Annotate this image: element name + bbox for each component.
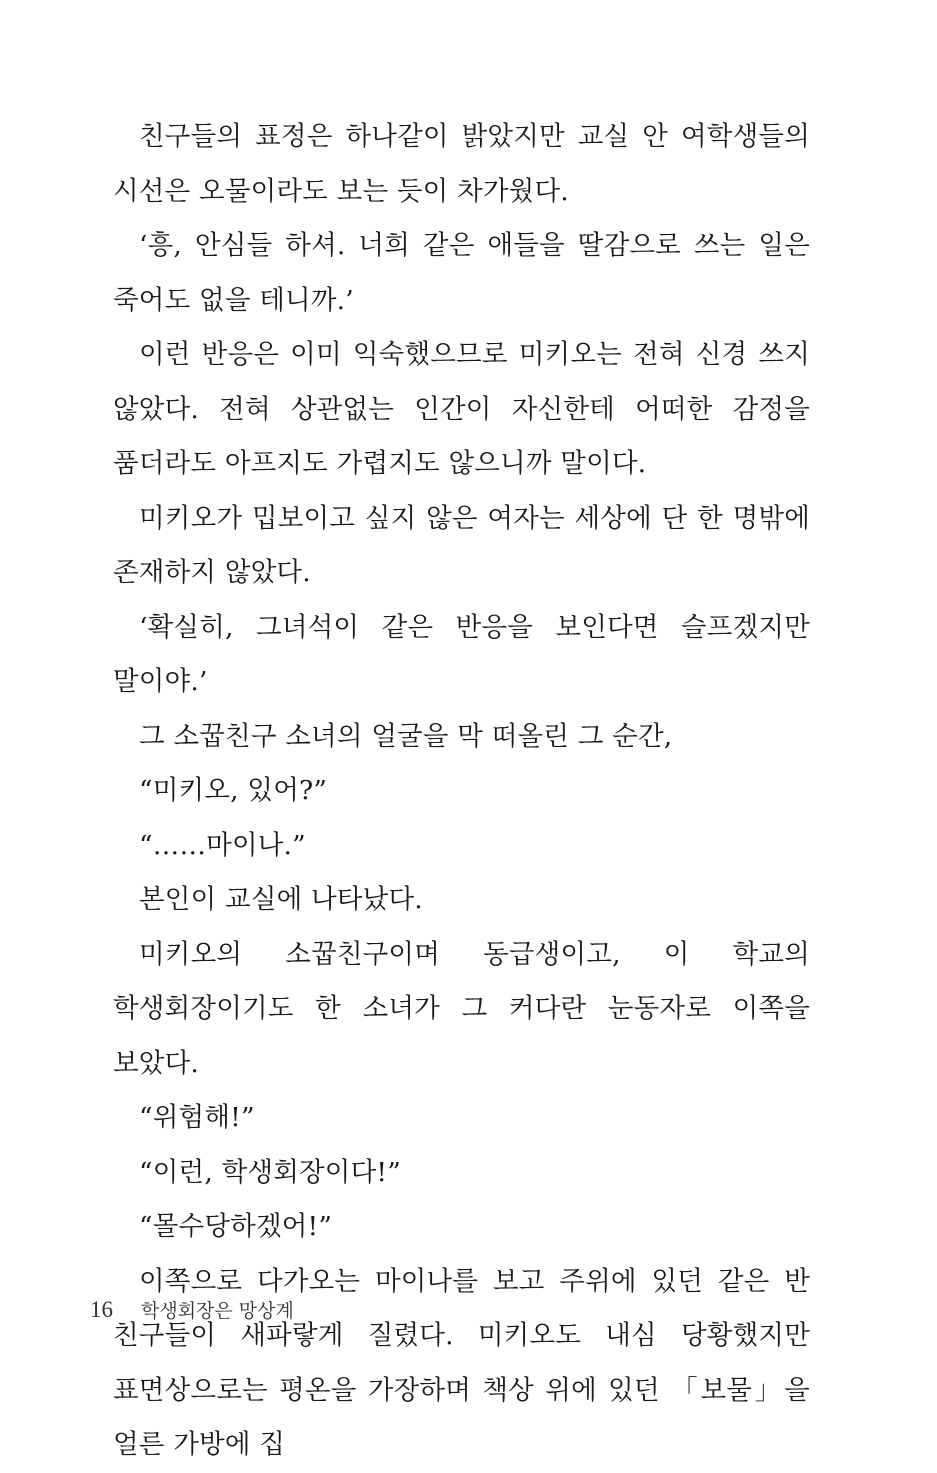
page-footer [90, 1296, 294, 1326]
paragraph: 미키오가 밉보이고 싶지 않은 여자는 세상에 단 한 명밖에 존재하지 않았다. [113, 502, 810, 588]
paragraph: ‘확실히, 그녀석이 같은 반응을 보인다면 슬프겠지만 말이야.’ [113, 611, 810, 697]
running-title: 학생회장은 망상계 [141, 1300, 294, 1322]
paragraph: 미키오의 소꿉친구이며 동급생이고, 이 학교의 학생회장이기도 한 소녀가 그 커다란 눈동자로 이쪽을 보았다. [113, 938, 810, 1079]
paragraph: 본인이 교실에 나타났다. [139, 884, 423, 915]
page-number: 16 [90, 1297, 113, 1322]
paragraph: 이쪽으로 다가오는 마이나를 보고 주위에 있던 같은 반 친구들이 새파랗게 질렸다. 미키오도 내심 당황했지만 표면상으로는 평온을 가장하며 책상 위에 있던 「보물」을 얼른 가방에 집 [113, 1265, 810, 1460]
paragraph: “이런, 학생회장이다!” [139, 1156, 401, 1188]
body-text [113, 110, 810, 1473]
paragraph: 친구들의 표정은 하나같이 밝았지만 교실 안 여학생들의 시선은 오물이라도 보는 듯이 차가웠다. [113, 121, 810, 207]
paragraph: “몰수당하겠어!” [139, 1211, 333, 1242]
paragraph: 그 소꿉친구 소녀의 얼굴을 막 떠올린 그 순간, [139, 720, 673, 752]
paragraph: “미키오, 있어?” [139, 775, 328, 806]
paragraph: “위험해!” [139, 1102, 255, 1133]
paragraph: “……마이나.” [139, 829, 306, 861]
paragraph: ‘흥, 안심들 하셔. 너희 같은 애들을 딸감으로 쓰는 일은 죽어도 없을 테니까.’ [113, 230, 810, 316]
paragraph: 이런 반응은 이미 익숙했으므로 미키오는 전혀 신경 쓰지 않았다. 전혀 상관없는 인간이 자신한테 어떠한 감정을 품더라도 아프지도 가렵지도 않으니까 말이다. [113, 339, 810, 479]
